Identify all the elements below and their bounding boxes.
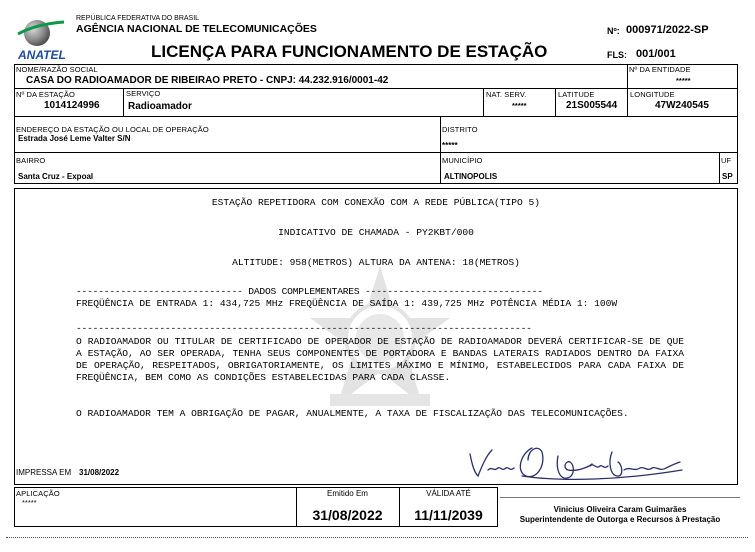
bairro-value: Santa Cruz - Expoal xyxy=(18,172,94,181)
uf-value: SP xyxy=(722,172,733,181)
distrito-value: ***** xyxy=(442,141,458,150)
estacao-value: 1014124996 xyxy=(44,100,100,111)
fls-label: FLS: xyxy=(607,50,627,60)
municipio-label: MUNICÍPIO xyxy=(442,156,483,165)
org-name: AGÊNCIA NACIONAL DE TELECOMUNICAÇÕES xyxy=(76,23,317,35)
servico-label: SERVIÇO xyxy=(126,89,161,98)
call-sign: INDICATIVO DE CHAMADA - PY2KBT/000 xyxy=(278,227,474,238)
endereco-label: ENDEREÇO DA ESTAÇÃO OU LOCAL DE OPERAÇÃO xyxy=(16,125,209,134)
estacao-label: Nº DA ESTAÇÃO xyxy=(16,90,75,99)
signature xyxy=(462,436,692,494)
fls-value: 001/001 xyxy=(636,48,676,60)
bairro-label: BAIRRO xyxy=(16,156,46,165)
impressa-value: 31/08/2022 xyxy=(79,468,120,477)
nome-value: CASA DO RADIOAMADOR DE RIBEIRAO PRETO - CNPJ: 44.232.916/0001-42 xyxy=(26,75,389,86)
license-number: 000971/2022-SP xyxy=(626,24,709,36)
paragraph-1: O RADIOAMADOR OU TITULAR DE CERTIFICADO DE OPERADOR DE ESTAÇÃO DE RADIOAMADOR DEVERÁ CERTIFICAR-SE DE QUE A ESTAÇÃO, AO SER OPERADA, TENHA SEUS COMPONENTES DE PORTADORA E BANDAS LATERAIS RADIADOS DENTRO DA FAIXA DE OPERAÇÃO, RESPEITADOS, OBRIGATORIAMENTE, OS LIMITES MÁXIMO E MÍNIMO, ESTABELECIDOS PARA CADA FAIXA DE FREQÜÊNCIA, BEM COMO AS CONDIÇÕES ESTABELECIDAS PARA CADA CLASSE. xyxy=(76,336,684,383)
signer-name: Vinicius Oliveira Caram Guimarães xyxy=(553,505,687,514)
entidade-label: Nº DA ENTIDADE xyxy=(629,65,691,74)
uf-label: UF xyxy=(721,156,732,165)
dados-line: FREQÜÊNCIA DE ENTRADA 1: 434,725 MHz FREQÜÊNCIA DE SAÍDA 1: 439,725 MHz POTÊNCIA MÉDIA 1: 100W xyxy=(76,298,618,309)
aplicacao-value: ***** xyxy=(22,498,37,507)
dados-header: ------------------------------ DADOS COMPLEMENTARES -------------------------------- xyxy=(76,286,543,297)
altitude-line: ALTITUDE: 958(METROS) ALTURA DA ANTENA: 18(METROS) xyxy=(232,257,520,268)
aplicacao-label: APLICAÇÃO xyxy=(16,489,60,498)
org-small: REPÚBLICA FEDERATIVA DO BRASIL xyxy=(76,15,200,22)
nat-value: ***** xyxy=(512,101,527,110)
distrito-label: DISTRITO xyxy=(442,125,478,134)
station-type: ESTAÇÃO REPETIDORA COM CONEXÃO COM A REDE PÚBLICA(TIPO 5) xyxy=(211,197,541,208)
municipio-value: ALTINOPOLIS xyxy=(444,172,498,181)
emitido-value: 31/08/2022 xyxy=(312,507,383,523)
signer-role: Superintendente de Outorga e Recursos à Prestação xyxy=(519,515,721,524)
valida-value: 11/11/2039 xyxy=(414,507,483,523)
nat-label: NAT. SERV. xyxy=(486,90,527,99)
nome-label: NOME/RAZÃO SOCIAL xyxy=(16,65,98,74)
longitude-label: LONGITUDE xyxy=(630,90,675,99)
license-number-label: Nº: xyxy=(607,26,620,36)
logo-text: ANATEL xyxy=(18,48,66,62)
valida-label: VÁLIDA ATÉ xyxy=(426,489,471,498)
page-title: LICENÇA PARA FUNCIONAMENTO DE ESTAÇÃO xyxy=(151,42,548,61)
latitude-value: 21S005544 xyxy=(566,100,618,111)
longitude-value: 47W240545 xyxy=(655,100,709,111)
endereco-value: Estrada José Leme Valter S/N xyxy=(18,134,131,143)
separator: ---------------------------------------------------------------------------------- xyxy=(76,323,532,334)
entidade-value: ***** xyxy=(676,76,691,85)
emitido-label: Emitido Em xyxy=(327,489,368,498)
cut-line xyxy=(6,537,748,538)
impressa-label: IMPRESSA EM xyxy=(16,468,72,477)
servico-value: Radioamador xyxy=(128,101,192,112)
latitude-label: LATITUDE xyxy=(558,90,595,99)
paragraph-2: O RADIOAMADOR TEM A OBRIGAÇÃO DE PAGAR, ANUALMENTE, A TAXA DE FISCALIZAÇÃO DAS TELECOMUNICAÇÕES. xyxy=(76,408,629,419)
